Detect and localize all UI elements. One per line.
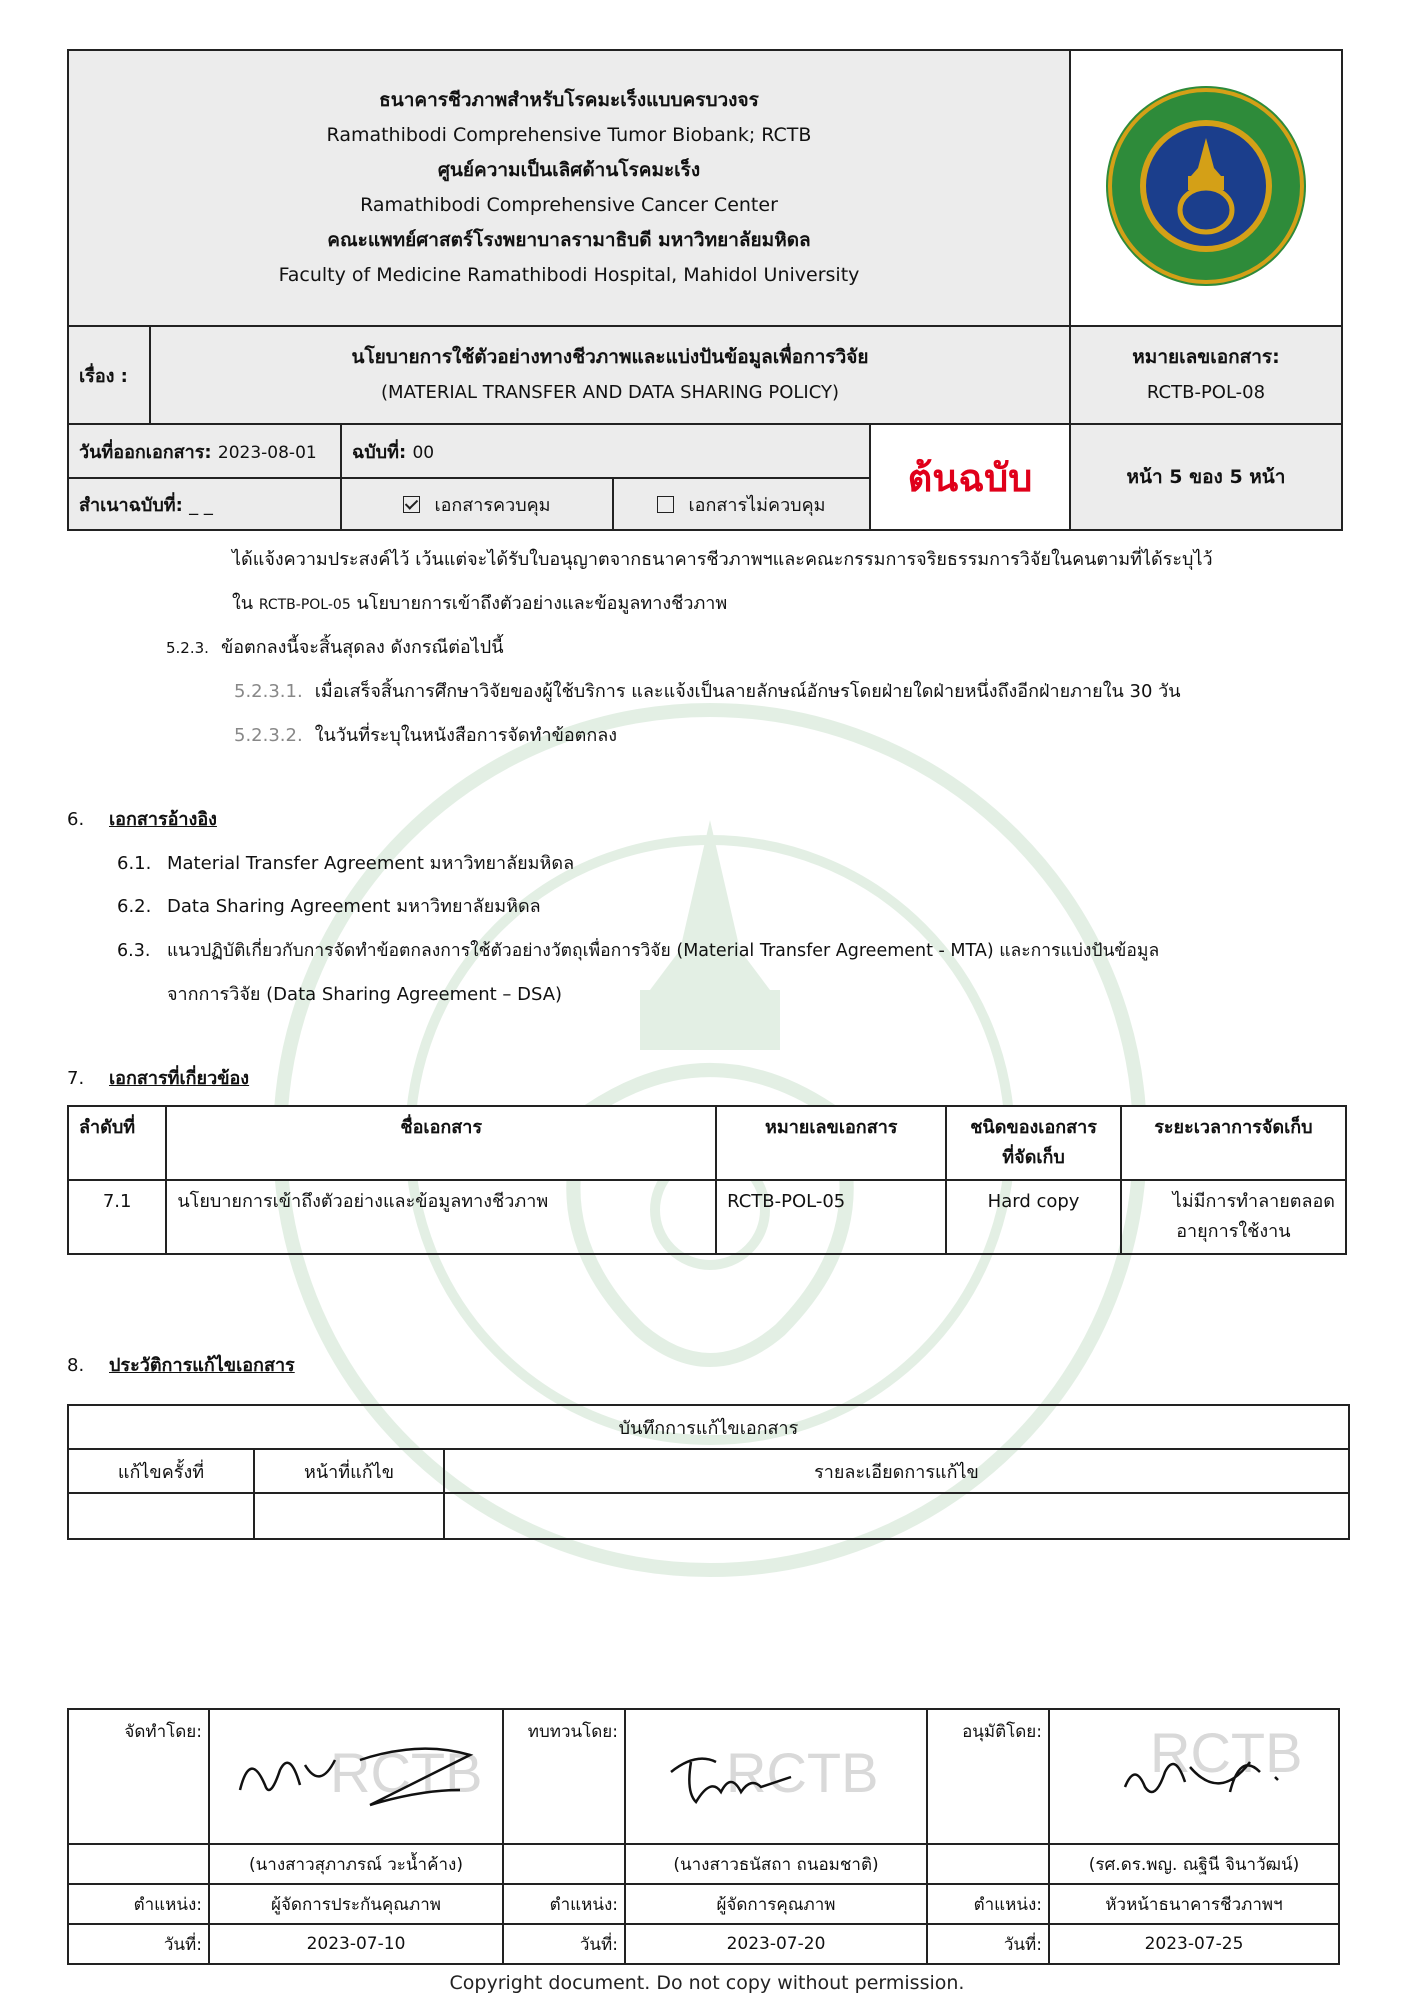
date-label: วันที่: bbox=[68, 1924, 209, 1964]
rctb-watermark-text: RCTB bbox=[726, 1741, 879, 1804]
item-6-3-line-2: จากการวิจัย (Data Sharing Agreement – DSA) bbox=[167, 984, 563, 1005]
controlled-option bbox=[341, 478, 613, 530]
item-5-2-3-1 bbox=[234, 678, 1181, 706]
item-5-2-3-1-text: เมื่อเสร็จสิ้นการศึกษาวิจัยของผู้ใช้บริการ และแจ้งเป็นลายลักษณ์อักษรโดยฝ่ายใดฝ่ายหนึ่งถึงอีกฝ่ายภายใน 30 วัน bbox=[314, 681, 1181, 702]
date-label: วันที่: bbox=[927, 1924, 1049, 1964]
mahidol-logo bbox=[1096, 76, 1316, 296]
position-label: ตำแหน่ง: bbox=[503, 1884, 625, 1924]
item-6-3 bbox=[117, 937, 1159, 965]
approved-by-label: อนุมัติโดย: bbox=[927, 1709, 1049, 1844]
paragraph-line-2-rest: นโยบายการเข้าถึงตัวอย่างและข้อมูลทางชีวภาพ bbox=[356, 593, 728, 614]
item-5-2-3-2 bbox=[234, 722, 617, 750]
paragraph-line-2 bbox=[232, 590, 727, 619]
item-6-2-number: 6.2. bbox=[117, 896, 152, 917]
section-8-number: 8. bbox=[67, 1355, 85, 1376]
copyright-footer: Copyright document. Do not copy without permission. bbox=[449, 1972, 965, 1994]
col-header-doc-number: หมายเลขเอกสาร bbox=[716, 1106, 946, 1180]
docno-value: RCTB-POL-08 bbox=[1146, 382, 1266, 403]
blank-cell bbox=[503, 1844, 625, 1884]
handwritten-signature bbox=[656, 1732, 856, 1822]
org-line-2: Ramathibodi Comprehensive Tumor Biobank; RCTB bbox=[326, 124, 812, 146]
col-header-doc-type-line-2: ที่จัดเก็บ bbox=[1002, 1147, 1065, 1168]
version-value: 00 bbox=[412, 442, 435, 463]
prepared-date: 2023-07-10 bbox=[209, 1924, 503, 1964]
uncontrolled-option bbox=[613, 478, 870, 530]
subject-label: เรื่อง : bbox=[68, 326, 150, 424]
item-5-2-3-2-text: ในวันที่ระบุในหนังสือการจัดทำข้อตกลง bbox=[314, 725, 618, 746]
section-7-title: เอกสารที่เกี่ยวข้อง bbox=[109, 1068, 250, 1089]
section-7-heading bbox=[67, 1065, 249, 1093]
subject-cell bbox=[150, 326, 1070, 424]
section-8-heading bbox=[67, 1352, 295, 1380]
copy-number-value: _ _ bbox=[189, 494, 213, 516]
reviewed-date: 2023-07-20 bbox=[625, 1924, 927, 1964]
paragraph-line-1: ได้แจ้งความประสงค์ไว้ เว้นแต่จะได้รับใบอนุญาตจากธนาคารชีวภาพฯและคณะกรรมการจริยธรรมการวิจัยในคนตามที่ได้ระบุไว้ bbox=[232, 549, 1213, 570]
cell-order: 7.1 bbox=[68, 1180, 166, 1254]
col-header-retention: ระยะเวลาการจัดเก็บ bbox=[1121, 1106, 1346, 1180]
section-8-title: ประวัติการแก้ไขเอกสาร bbox=[109, 1355, 295, 1376]
org-line-1: ธนาคารชีวภาพสำหรับโรคมะเร็งแบบครบวงจร bbox=[379, 89, 759, 111]
related-documents-table bbox=[67, 1105, 1347, 1255]
empty-cell bbox=[68, 1493, 254, 1539]
approved-date: 2023-07-25 bbox=[1049, 1924, 1339, 1964]
org-line-3: ศูนย์ความเป็นเลิศด้านโรคมะเร็ง bbox=[437, 159, 701, 181]
original-stamp: ต้นฉบับ bbox=[870, 424, 1070, 530]
rctb-watermark-text: RCTB bbox=[330, 1741, 483, 1804]
prepared-by-name: (นางสาวสุภาภรณ์ วะน้ำค้าง) bbox=[209, 1844, 503, 1884]
paragraph-doc-code: RCTB-POL-05 bbox=[258, 597, 351, 613]
item-6-2 bbox=[117, 893, 541, 921]
position-label: ตำแหน่ง: bbox=[927, 1884, 1049, 1924]
subject-thai: นโยบายการใช้ตัวอย่างทางชีวภาพและแบ่งปันข้อมูลเพื่อการวิจัย bbox=[351, 346, 869, 368]
approved-by-position: หัวหน้าธนาคารชีวภาพฯ bbox=[1049, 1884, 1339, 1924]
table-row bbox=[68, 1180, 1346, 1254]
empty-cell bbox=[444, 1493, 1349, 1539]
item-6-1 bbox=[117, 850, 574, 878]
org-line-6: Faculty of Medicine Ramathibodi Hospital, Mahidol University bbox=[278, 264, 860, 286]
date-label: วันที่: bbox=[503, 1924, 625, 1964]
prepared-signature bbox=[209, 1709, 503, 1844]
item-5-2-3-2-number: 5.2.3.2. bbox=[234, 725, 303, 746]
page-info: หน้า 5 ของ 5 หน้า bbox=[1070, 424, 1342, 530]
blank-cell bbox=[927, 1844, 1049, 1884]
item-5-2-3-text: ข้อตกลงนี้จะสิ้นสุดลง ดังกรณีต่อไปนี้ bbox=[220, 637, 504, 658]
table-header-row bbox=[68, 1106, 1346, 1180]
issue-date-cell bbox=[68, 424, 341, 478]
approval-signature-table bbox=[67, 1708, 1340, 1965]
paragraph-line-2-prefix: ใน bbox=[232, 593, 254, 614]
version-label: ฉบับที่: bbox=[352, 441, 407, 463]
reviewed-by-name: (นางสาวธนัสถา ถนอมชาติ) bbox=[625, 1844, 927, 1884]
item-6-3-number: 6.3. bbox=[117, 941, 151, 961]
handwritten-signature bbox=[220, 1730, 483, 1820]
handwritten-signature bbox=[1110, 1732, 1310, 1822]
approved-signature bbox=[1049, 1709, 1339, 1844]
empty-cell bbox=[254, 1493, 444, 1539]
item-5-2-3-1-number: 5.2.3.1. bbox=[234, 681, 303, 702]
logo-cell bbox=[1070, 50, 1342, 326]
section-6-heading bbox=[67, 806, 217, 834]
issue-date-value: 2023-08-01 bbox=[217, 442, 317, 463]
checked-box-icon bbox=[403, 496, 420, 513]
col-header-doc-type bbox=[946, 1106, 1120, 1180]
document-header bbox=[67, 49, 1343, 531]
docno-label: หมายเลขเอกสาร: bbox=[1132, 346, 1280, 368]
org-line-5: คณะแพทย์ศาสตร์โรงพยาบาลรามาธิบดี มหาวิทยาลัยมหิดล bbox=[327, 229, 811, 251]
approved-by-name: (รศ.ดร.พญ. ณฐินี จินาวัฒน์) bbox=[1049, 1844, 1339, 1884]
docno-cell bbox=[1070, 326, 1342, 424]
item-6-3-line-1: แนวปฏิบัติเกี่ยวกับการจัดทำข้อตกลงการใช้ตัวอย่างวัตถุเพื่อการวิจัย (Material Transfer Agreement - MTA) และการแบ่งปันข้อมูล bbox=[167, 941, 1160, 961]
copy-number-label: สำเนาฉบับที่: bbox=[79, 494, 183, 516]
cell-doc-name: นโยบายการเข้าถึงตัวอย่างและข้อมูลทางชีวภาพ bbox=[166, 1180, 716, 1254]
prepared-by-label: จัดทำโดย: bbox=[68, 1709, 209, 1844]
reviewed-by-position: ผู้จัดการคุณภาพ bbox=[625, 1884, 927, 1924]
col-header-revised-page: หน้าที่แก้ไข bbox=[254, 1449, 444, 1493]
copy-number-cell bbox=[68, 478, 341, 530]
rctb-watermark-text: RCTB bbox=[1150, 1721, 1303, 1784]
item-5-2-3-number: 5.2.3. bbox=[166, 639, 209, 657]
position-label: ตำแหน่ง: bbox=[68, 1884, 209, 1924]
section-7-number: 7. bbox=[67, 1068, 85, 1089]
revision-table-title: บันทึกการแก้ไขเอกสาร bbox=[68, 1405, 1349, 1449]
item-6-2-text: Data Sharing Agreement มหาวิทยาลัยมหิดล bbox=[167, 896, 541, 917]
col-header-revision-no: แก้ไขครั้งที่ bbox=[68, 1449, 254, 1493]
controlled-label: เอกสารควบคุม bbox=[434, 494, 551, 516]
cell-retention-line-2: อายุการใช้งาน bbox=[1176, 1221, 1291, 1242]
cell-retention-line-1: ไม่มีการทำลายตลอด bbox=[1172, 1191, 1335, 1212]
item-5-2-3 bbox=[166, 634, 504, 662]
col-header-doc-name: ชื่อเอกสาร bbox=[166, 1106, 716, 1180]
cell-retention bbox=[1121, 1180, 1346, 1254]
uncontrolled-label: เอกสารไม่ควบคุม bbox=[688, 494, 826, 516]
col-header-order: ลำดับที่ bbox=[68, 1106, 166, 1180]
prepared-by-position: ผู้จัดการประกันคุณภาพ bbox=[209, 1884, 503, 1924]
table-row bbox=[68, 1493, 1349, 1539]
blank-cell bbox=[68, 1844, 209, 1884]
subject-english: (MATERIAL TRANSFER AND DATA SHARING POLICY) bbox=[381, 382, 839, 403]
unchecked-box-icon bbox=[657, 496, 674, 513]
org-line-4: Ramathibodi Comprehensive Cancer Center bbox=[360, 194, 778, 216]
cell-doc-number: RCTB-POL-05 bbox=[716, 1180, 946, 1254]
issue-date-label: วันที่ออกเอกสาร: bbox=[79, 441, 212, 463]
item-6-1-text: Material Transfer Agreement มหาวิทยาลัยมหิดล bbox=[167, 853, 575, 874]
reviewed-by-label: ทบทวนโดย: bbox=[503, 1709, 625, 1844]
revision-history-table bbox=[67, 1404, 1350, 1540]
reviewed-signature bbox=[625, 1709, 927, 1844]
item-6-1-number: 6.1. bbox=[117, 853, 152, 874]
section-6-number: 6. bbox=[67, 809, 85, 830]
section-6-title: เอกสารอ้างอิง bbox=[109, 809, 217, 830]
organization-block bbox=[68, 50, 1070, 326]
cell-doc-type: Hard copy bbox=[946, 1180, 1120, 1254]
col-header-revision-detail: รายละเอียดการแก้ไข bbox=[444, 1449, 1349, 1493]
col-header-doc-type-line-1: ชนิดของเอกสาร bbox=[970, 1117, 1097, 1138]
version-cell bbox=[341, 424, 870, 478]
